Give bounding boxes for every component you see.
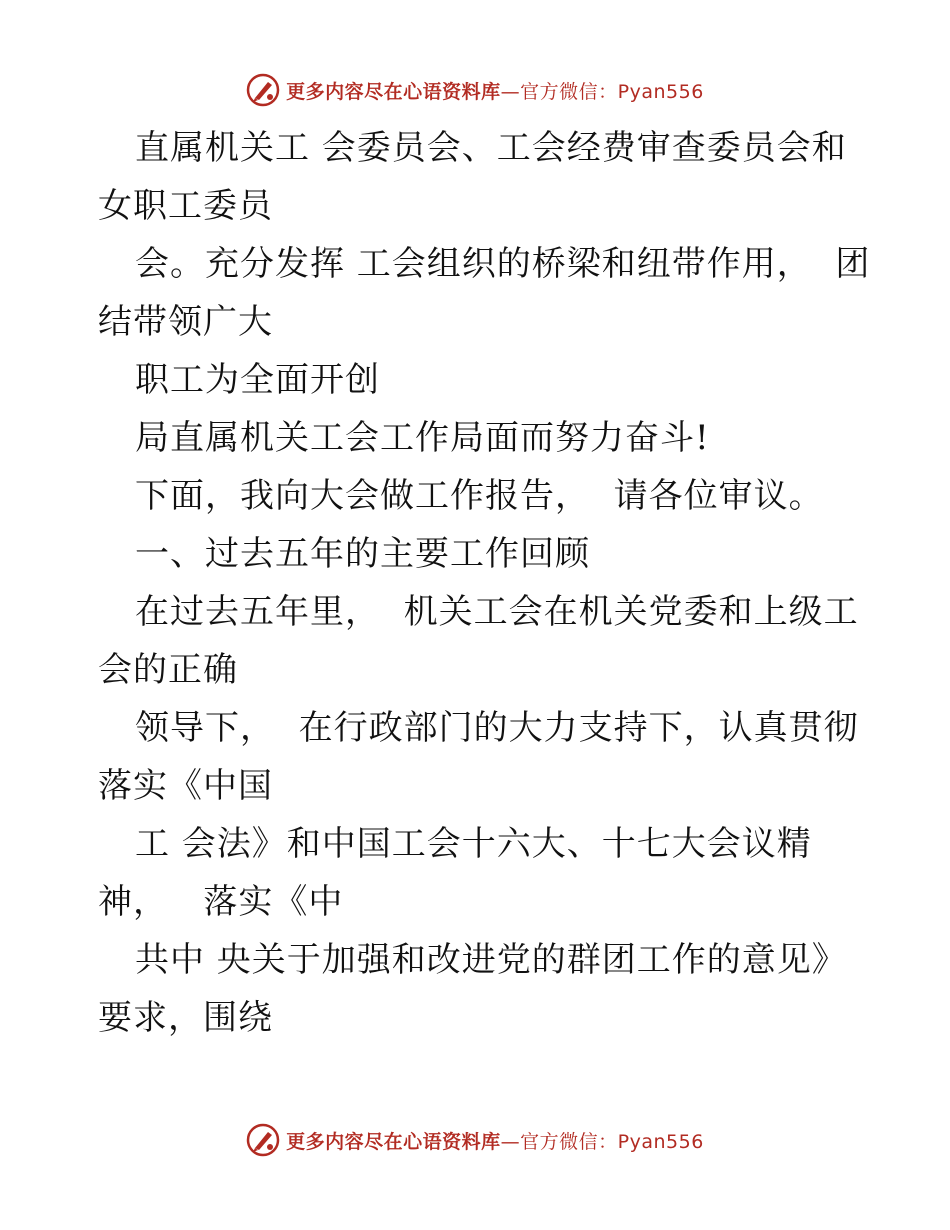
body-line: 职工为全面开创 — [135, 360, 380, 400]
footer-banner — [0, 1120, 950, 1160]
banner-main-text: 更多内容尽在心语资料库 — [286, 80, 501, 103]
body-line: 神， 落实《中 — [98, 882, 344, 922]
body-line: 在过去五年里， 机关工会在机关党委和上级工 — [135, 592, 859, 632]
body-line: 领导下， 在行政部门的大力支持下，认真贯彻 — [135, 708, 859, 748]
banner-wechat-text: —官方微信：Pyan556 — [500, 1130, 704, 1153]
body-line: 落实《中国 — [98, 766, 273, 806]
pen-logo-icon — [246, 1123, 280, 1157]
banner-main-text: 更多内容尽在心语资料库 — [286, 1130, 501, 1153]
body-line: 工 会法》和中国工会十六大、十七大会议精 — [135, 824, 812, 864]
section-heading: 一、过去五年的主要工作回顾 — [135, 534, 590, 574]
body-line: 局直属机关工会工作局面而努力奋斗! — [135, 418, 710, 458]
header-banner — [0, 70, 950, 110]
body-line: 要求，围绕 — [98, 998, 273, 1038]
pen-logo-icon — [246, 73, 280, 107]
banner-text — [286, 1127, 704, 1154]
body-line: 下面，我向大会做工作报告， 请各位审议。 — [135, 476, 824, 516]
body-line: 直属机关工 会委员会、工会经费审查委员会和 — [135, 128, 847, 168]
banner-text — [286, 77, 704, 104]
banner-wechat-text: —官方微信：Pyan556 — [500, 80, 704, 103]
body-line: 女职工委员 — [98, 186, 273, 226]
body-line: 结带领广大 — [98, 302, 273, 342]
body-line: 会的正确 — [98, 650, 238, 690]
body-line: 会。充分发挥 工会组织的桥梁和纽带作用， 团 — [135, 244, 871, 284]
body-line: 共中 央关于加强和改进党的群团工作的意见》 — [135, 940, 847, 980]
